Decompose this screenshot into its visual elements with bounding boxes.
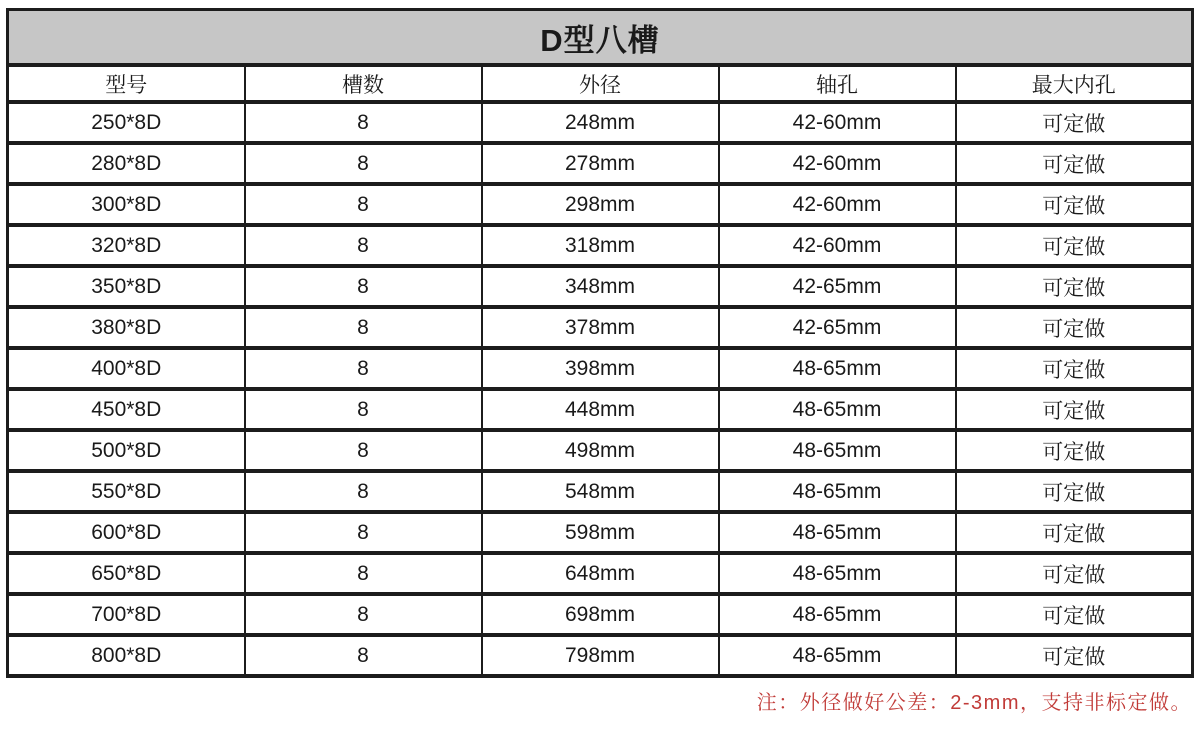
table-cell: 42-65mm — [719, 307, 956, 348]
table-cell: 8 — [245, 553, 482, 594]
table-title: D型八槽 — [8, 10, 1193, 66]
table-cell: 8 — [245, 512, 482, 553]
table-cell: 8 — [245, 102, 482, 143]
table-row — [8, 430, 1193, 471]
table-cell: 250*8D — [8, 102, 245, 143]
table-cell: 448mm — [482, 389, 719, 430]
table-cell: 500*8D — [8, 430, 245, 471]
table-cell: 可定做 — [956, 512, 1193, 553]
table-cell: 可定做 — [956, 307, 1193, 348]
column-header-shaft-hole: 轴孔 — [719, 65, 956, 102]
table-row — [8, 594, 1193, 635]
table-row — [8, 307, 1193, 348]
table-cell: 48-65mm — [719, 635, 956, 676]
column-header-outer-dia: 外径 — [482, 65, 719, 102]
table-cell: 可定做 — [956, 225, 1193, 266]
table-cell: 348mm — [482, 266, 719, 307]
table-cell: 400*8D — [8, 348, 245, 389]
header-row — [8, 65, 1193, 102]
table-cell: 42-60mm — [719, 102, 956, 143]
table-row — [8, 184, 1193, 225]
table-cell: 可定做 — [956, 184, 1193, 225]
table-cell: 650*8D — [8, 553, 245, 594]
table-cell: 398mm — [482, 348, 719, 389]
tolerance-note: 注：外径做好公差：2-3mm，支持非标定做。 — [756, 692, 1192, 714]
table-cell: 278mm — [482, 143, 719, 184]
table-cell: 300*8D — [8, 184, 245, 225]
table-cell: 8 — [245, 307, 482, 348]
table-cell: 380*8D — [8, 307, 245, 348]
table-cell: 598mm — [482, 512, 719, 553]
table-cell: 8 — [245, 225, 482, 266]
table-cell: 8 — [245, 184, 482, 225]
table-cell: 800*8D — [8, 635, 245, 676]
table-cell: 280*8D — [8, 143, 245, 184]
table-row — [8, 471, 1193, 512]
table-row — [8, 553, 1193, 594]
table-cell: 350*8D — [8, 266, 245, 307]
table-cell: 可定做 — [956, 348, 1193, 389]
table-cell: 48-65mm — [719, 512, 956, 553]
table-row — [8, 102, 1193, 143]
table-row — [8, 512, 1193, 553]
table-cell: 42-60mm — [719, 184, 956, 225]
table-cell: 698mm — [482, 594, 719, 635]
table-cell: 48-65mm — [719, 471, 956, 512]
table-row — [8, 389, 1193, 430]
table-cell: 798mm — [482, 635, 719, 676]
table-row — [8, 143, 1193, 184]
table-cell: 48-65mm — [719, 389, 956, 430]
table-cell: 48-65mm — [719, 348, 956, 389]
table-cell: 42-60mm — [719, 225, 956, 266]
column-header-max-bore: 最大内孔 — [956, 65, 1193, 102]
table-cell: 548mm — [482, 471, 719, 512]
table-cell: 700*8D — [8, 594, 245, 635]
table-cell: 378mm — [482, 307, 719, 348]
column-header-model: 型号 — [8, 65, 245, 102]
table-cell: 318mm — [482, 225, 719, 266]
table-cell: 42-60mm — [719, 143, 956, 184]
table-cell: 498mm — [482, 430, 719, 471]
table-cell: 550*8D — [8, 471, 245, 512]
table-cell: 可定做 — [956, 143, 1193, 184]
table-cell: 8 — [245, 389, 482, 430]
table-row — [8, 348, 1193, 389]
table-cell: 可定做 — [956, 635, 1193, 676]
table-cell: 42-65mm — [719, 266, 956, 307]
table-row — [8, 635, 1193, 676]
table-cell: 可定做 — [956, 389, 1193, 430]
spec-table — [6, 8, 1194, 678]
table-cell: 600*8D — [8, 512, 245, 553]
table-body — [8, 102, 1193, 676]
table-cell: 可定做 — [956, 553, 1193, 594]
table-cell: 8 — [245, 348, 482, 389]
table-cell: 48-65mm — [719, 553, 956, 594]
table-cell: 8 — [245, 430, 482, 471]
table-cell: 8 — [245, 635, 482, 676]
table-cell: 可定做 — [956, 430, 1193, 471]
table-row — [8, 266, 1193, 307]
column-header-slots: 槽数 — [245, 65, 482, 102]
table-cell: 可定做 — [956, 471, 1193, 512]
table-row — [8, 225, 1193, 266]
table-cell: 48-65mm — [719, 430, 956, 471]
table-cell: 8 — [245, 594, 482, 635]
table-cell: 8 — [245, 471, 482, 512]
table-cell: 8 — [245, 266, 482, 307]
table-cell: 可定做 — [956, 266, 1193, 307]
table-cell: 48-65mm — [719, 594, 956, 635]
table-cell: 450*8D — [8, 389, 245, 430]
table-cell: 可定做 — [956, 102, 1193, 143]
table-cell: 648mm — [482, 553, 719, 594]
table-cell: 可定做 — [956, 594, 1193, 635]
title-row — [8, 10, 1193, 66]
table-cell: 248mm — [482, 102, 719, 143]
table-cell: 8 — [245, 143, 482, 184]
table-cell: 320*8D — [8, 225, 245, 266]
table-cell: 298mm — [482, 184, 719, 225]
